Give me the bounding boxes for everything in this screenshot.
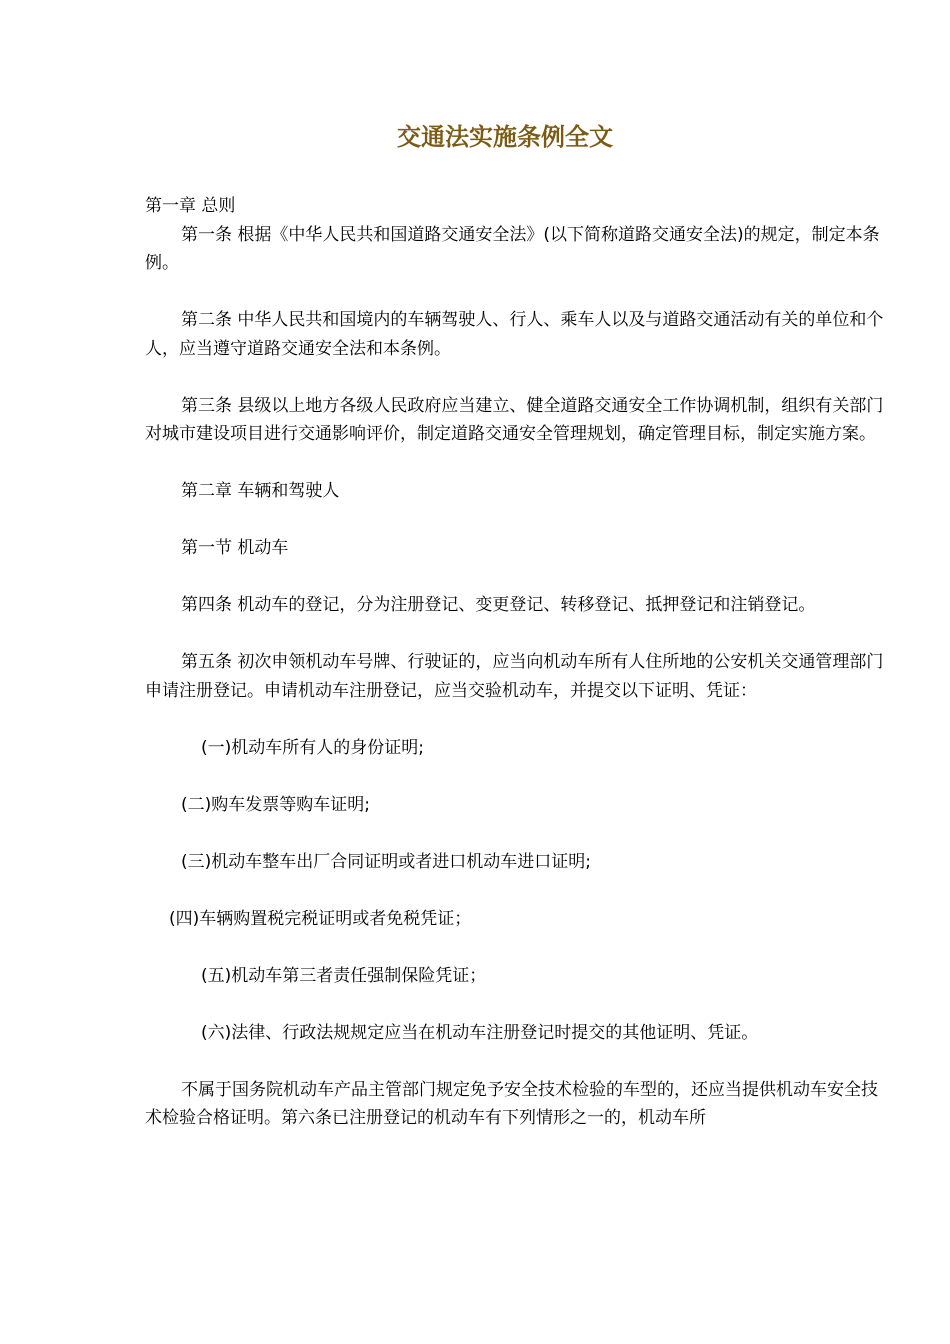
chapter-heading: 第二章 车辆和驾驶人 [181, 481, 340, 501]
article-paragraph: 不属于国务院机动车产品主管部门规定免予安全技术检验的车型的，还应当提供机动车安全技术检验合格证明。第六条已注册登记的机动车有下列情形之一的，机动车所 [145, 1079, 878, 1128]
article-paragraph: 第一条 根据《中华人民共和国道路交通安全法》(以下简称道路交通安全法)的规定，制定本条例。 [145, 224, 880, 273]
chapter-heading: 第一章 总则 [145, 196, 236, 216]
list-item: (六)法律、行政法规规定应当在机动车注册登记时提交的其他证明、凭证。 [201, 1022, 759, 1043]
document-title: 交通法实施条例全文 [397, 122, 613, 151]
list-item: (三)机动车整车出厂合同证明或者进口机动车进口证明; [181, 851, 591, 872]
list-item: (五)机动车第三者责任强制保险凭证； [201, 965, 487, 986]
article-paragraph: 第五条 初次申领机动车号牌、行驶证的，应当向机动车所有人住所地的公安机关交通管理部门申请注册登记。申请机动车注册登记，应当交验机动车，并提交以下证明、凭证： [145, 652, 884, 701]
list-item: (四)车辆购置税完税证明或者免税凭证； [169, 908, 472, 929]
article-paragraph: 第三条 县级以上地方各级人民政府应当建立、健全道路交通安全工作协调机制，组织有关部门对城市建设项目进行交通影响评价，制定道路交通安全管理规划，确定管理目标，制定实施方案。 [145, 395, 884, 444]
section-heading: 第一节 机动车 [181, 538, 289, 558]
article-paragraph: 第四条 机动车的登记，分为注册登记、变更登记、转移登记、抵押登记和注销登记。 [181, 595, 816, 615]
document-body [145, 192, 885, 1133]
list-item: (二)购车发票等购车证明; [181, 794, 370, 815]
list-item: (一)机动车所有人的身份证明; [201, 737, 424, 758]
article-paragraph: 第二条 中华人民共和国境内的车辆驾驶人、行人、乘车人以及与道路交通活动有关的单位和个人，应当遵守道路交通安全法和本条例。 [145, 310, 884, 359]
